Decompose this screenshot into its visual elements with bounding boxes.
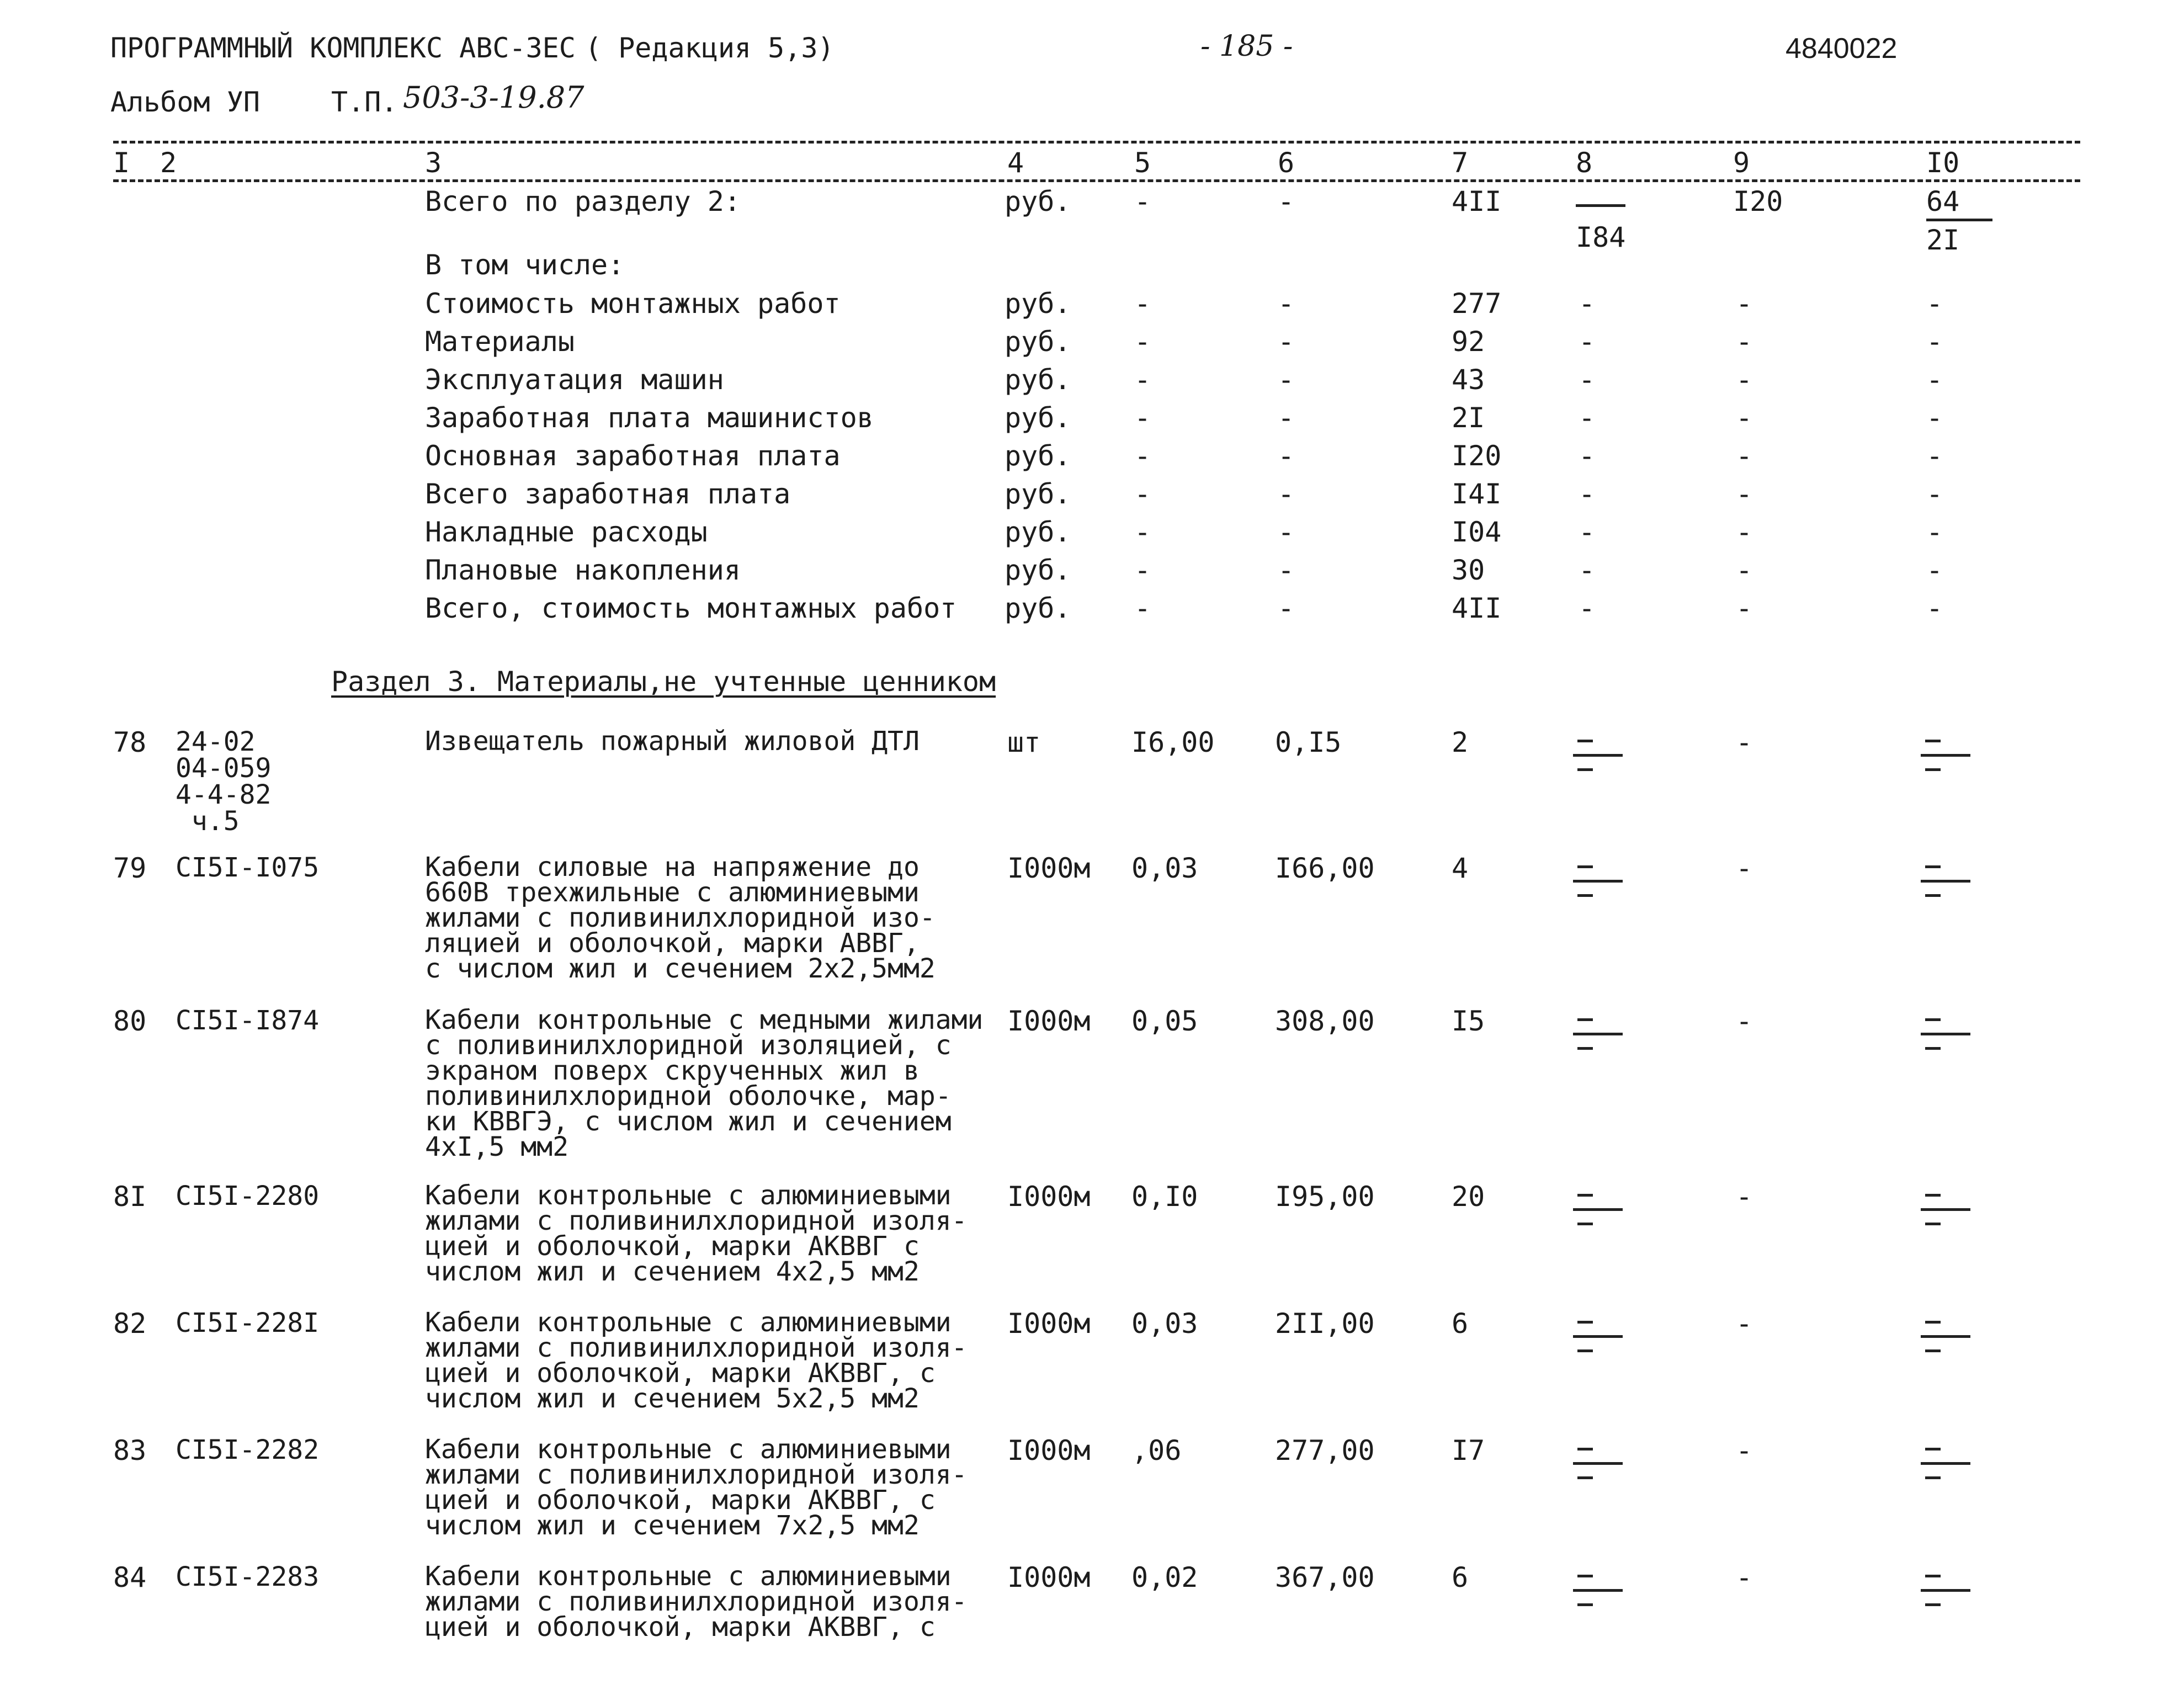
summary-c7: 4II xyxy=(1452,592,1502,624)
item-price: I66,00 xyxy=(1275,852,1375,884)
item-code: CI5I-2280 xyxy=(176,1181,320,1212)
summary-c9: - xyxy=(1736,440,1753,472)
summary-c10: - xyxy=(1926,478,1943,510)
summary-c10: - xyxy=(1926,440,1943,472)
summary-label: Стоимость монтажных работ xyxy=(425,288,841,320)
item-number: 83 xyxy=(113,1434,147,1466)
item-number: 8I xyxy=(113,1181,147,1213)
item-c10-fraction xyxy=(1921,1448,1965,1481)
item-total: 6 xyxy=(1452,1561,1469,1593)
summary-c9: - xyxy=(1736,326,1753,358)
summary-c7: 2I xyxy=(1452,402,1485,434)
summary-c10: - xyxy=(1926,402,1943,434)
item-total: 20 xyxy=(1452,1181,1485,1213)
summary-c6: - xyxy=(1278,288,1295,320)
section3-title: Раздел 3. Материалы,не учтенные ценником xyxy=(331,666,996,698)
summary-c6: - xyxy=(1278,592,1295,624)
column-header: 2 xyxy=(160,147,177,179)
summary-label: Эксплуатация машин xyxy=(425,364,724,396)
section2-total-unit: руб. xyxy=(1005,185,1071,217)
item-c10-fraction xyxy=(1921,740,1965,773)
item-quantity: 0,I0 xyxy=(1131,1181,1198,1213)
summary-c5: - xyxy=(1134,440,1151,472)
item-quantity: 0,02 xyxy=(1131,1561,1198,1593)
item-c8-fraction xyxy=(1573,740,1617,773)
summary-unit: руб. xyxy=(1005,554,1071,586)
item-c9: - xyxy=(1736,1561,1753,1593)
item-price: 0,I5 xyxy=(1275,726,1342,758)
summary-unit: руб. xyxy=(1005,402,1071,434)
item-number: 80 xyxy=(113,1005,147,1037)
summary-c8: - xyxy=(1579,592,1596,624)
summary-c5: - xyxy=(1134,478,1151,510)
item-price: I95,00 xyxy=(1275,1181,1375,1213)
item-description: Кабели контрольные с алюминиевыми жилами с поливинилхлоридной изоля- цией и оболочкой, марки АКВВГ, с числом жил и сечением 7х2,5 мм2 xyxy=(425,1434,968,1541)
summary-c8: - xyxy=(1579,364,1596,396)
summary-label: Всего, стоимость монтажных работ xyxy=(425,592,957,624)
item-c8-fraction xyxy=(1573,1575,1617,1608)
summary-c8: - xyxy=(1579,516,1596,548)
column-header: 7 xyxy=(1452,147,1469,179)
summary-c8: - xyxy=(1579,402,1596,434)
item-unit: I000м xyxy=(1007,1181,1091,1213)
summary-c10: - xyxy=(1926,364,1943,396)
column-header: I xyxy=(113,147,130,179)
summary-c9: - xyxy=(1736,516,1753,548)
summary-unit: руб. xyxy=(1005,592,1071,624)
item-description: Кабели контрольные с алюминиевыми жилами с поливинилхлоридной изоля- цией и оболочкой, марки АКВВГ с числом жил и сечением 4х2,5 мм2 xyxy=(425,1180,968,1287)
item-number: 82 xyxy=(113,1308,147,1340)
item-price: 2II,00 xyxy=(1275,1308,1375,1340)
summary-c6: - xyxy=(1278,364,1295,396)
column-header: 6 xyxy=(1278,147,1295,179)
summary-c5: - xyxy=(1134,516,1151,548)
item-total: I5 xyxy=(1452,1005,1485,1037)
summary-c8: - xyxy=(1579,326,1596,358)
summary-c7: I20 xyxy=(1452,440,1502,472)
item-description: Кабели силовые на напряжение до 660В трехжильные с алюминиевыми жилами с поливинилхлоридной изо- ляцией и оболочкой, марки АВВГ, с числом жил и сечением 2х2,5мм2 xyxy=(425,852,936,984)
summary-label: Основная заработная плата xyxy=(425,440,841,472)
summary-c10: - xyxy=(1926,554,1943,586)
summary-c6: - xyxy=(1278,440,1295,472)
section2-total-c8-bar xyxy=(1576,204,1625,207)
item-number: 79 xyxy=(113,852,147,884)
column-header: 4 xyxy=(1007,147,1024,179)
summary-c9: - xyxy=(1736,592,1753,624)
summary-c7: I4I xyxy=(1452,478,1502,510)
album-label: Альбом УП xyxy=(110,86,260,118)
item-total: 6 xyxy=(1452,1308,1469,1340)
program-title: ПРОГРАММНЫЙ КОМПЛЕКС АВС-3ЕС xyxy=(110,32,576,64)
item-c8-fraction xyxy=(1573,1321,1617,1354)
summary-c9: - xyxy=(1736,364,1753,396)
summary-c9: - xyxy=(1736,554,1753,586)
document-number: 4840022 xyxy=(1786,33,1898,65)
item-c9: - xyxy=(1736,1181,1753,1213)
summary-c6: - xyxy=(1278,478,1295,510)
summary-c7: 277 xyxy=(1452,288,1502,320)
column-header: 8 xyxy=(1576,147,1593,179)
item-quantity: 0,03 xyxy=(1131,852,1198,884)
item-quantity: 0,05 xyxy=(1131,1005,1198,1037)
edition-label: ( Редакция 5,3) xyxy=(585,32,835,64)
item-code: CI5I-I075 xyxy=(176,852,320,883)
item-description: Извещатель пожарный жиловой ДТЛ xyxy=(425,726,920,757)
summary-unit: руб. xyxy=(1005,288,1071,320)
item-code: 24-02 04-059 4-4-82 ч.5 xyxy=(176,726,272,837)
item-unit: I000м xyxy=(1007,1005,1091,1037)
section2-total-c7: 4II xyxy=(1452,185,1502,217)
item-price: 277,00 xyxy=(1275,1434,1375,1466)
summary-c5: - xyxy=(1134,326,1151,358)
item-quantity: ,06 xyxy=(1131,1434,1182,1466)
item-unit: шт xyxy=(1007,726,1041,758)
including-label: В том числе: xyxy=(425,249,625,281)
summary-label: Всего заработная плата xyxy=(425,478,791,510)
summary-c10: - xyxy=(1926,288,1943,320)
column-header: 9 xyxy=(1733,147,1750,179)
item-c10-fraction xyxy=(1921,1575,1965,1608)
item-c9: - xyxy=(1736,1005,1753,1037)
summary-c5: - xyxy=(1134,554,1151,586)
summary-c8: - xyxy=(1579,554,1596,586)
summary-c10: - xyxy=(1926,326,1943,358)
item-c8-fraction xyxy=(1573,1448,1617,1481)
column-header: 3 xyxy=(425,147,442,179)
summary-c5: - xyxy=(1134,592,1151,624)
summary-c7: I04 xyxy=(1452,516,1502,548)
item-unit: I000м xyxy=(1007,852,1091,884)
summary-c10: - xyxy=(1926,592,1943,624)
item-unit: I000м xyxy=(1007,1561,1091,1593)
section2-total-c10-top: 64 xyxy=(1926,188,1992,221)
item-total: I7 xyxy=(1452,1434,1485,1466)
item-c10-fraction xyxy=(1921,1018,1965,1051)
summary-c10: - xyxy=(1926,516,1943,548)
summary-c7: 43 xyxy=(1452,364,1485,396)
item-code: CI5I-I874 xyxy=(176,1005,320,1036)
summary-c6: - xyxy=(1278,402,1295,434)
summary-c8: - xyxy=(1579,440,1596,472)
summary-c9: - xyxy=(1736,288,1753,320)
item-c9: - xyxy=(1736,852,1753,884)
item-number: 78 xyxy=(113,726,147,758)
summary-c9: - xyxy=(1736,478,1753,510)
item-unit: I000м xyxy=(1007,1434,1091,1466)
item-total: 2 xyxy=(1452,726,1469,758)
column-header: I0 xyxy=(1926,147,1960,179)
item-number: 84 xyxy=(113,1561,147,1593)
section2-total-label: Всего по разделу 2: xyxy=(425,185,741,217)
item-code: CI5I-2283 xyxy=(176,1561,320,1592)
summary-c6: - xyxy=(1278,554,1295,586)
header-rule-bottom xyxy=(113,179,2080,182)
summary-label: Плановые накопления xyxy=(425,554,741,586)
item-code: CI5I-228I xyxy=(176,1308,320,1338)
item-c10-fraction xyxy=(1921,1321,1965,1354)
tp-label: Т.П. xyxy=(331,86,398,118)
summary-unit: руб. xyxy=(1005,516,1071,548)
page-number: - 185 - xyxy=(1200,30,1293,63)
summary-label: Заработная плата машинистов xyxy=(425,402,874,434)
item-c9: - xyxy=(1736,1308,1753,1340)
section2-total-c5: - xyxy=(1134,185,1151,217)
item-price: 367,00 xyxy=(1275,1561,1375,1593)
summary-c5: - xyxy=(1134,364,1151,396)
item-quantity: I6,00 xyxy=(1131,726,1215,758)
summary-label: Материалы xyxy=(425,326,575,358)
summary-unit: руб. xyxy=(1005,440,1071,472)
item-c10-fraction xyxy=(1921,1194,1965,1227)
item-c8-fraction xyxy=(1573,1018,1617,1051)
summary-c8: - xyxy=(1579,288,1596,320)
item-description: Кабели контрольные с медными жилами с поливинилхлоридной изоляцией, с экраном поверх скрученных жил в поливинилхлоридной оболочке, мар- ки КВВГЭ, с числом жил и сечением 4хI,5 мм2 xyxy=(425,1005,984,1162)
item-unit: I000м xyxy=(1007,1308,1091,1340)
summary-c7: 30 xyxy=(1452,554,1485,586)
summary-c7: 92 xyxy=(1452,326,1485,358)
item-price: 308,00 xyxy=(1275,1005,1375,1037)
item-c8-fraction xyxy=(1573,1194,1617,1227)
item-quantity: 0,03 xyxy=(1131,1308,1198,1340)
item-description: Кабели контрольные с алюминиевыми жилами с поливинилхлоридной изоля- цией и оболочкой, марки АКВВГ, с числом жил и сечением 5х2,5 мм2 xyxy=(425,1307,968,1414)
summary-c9: - xyxy=(1736,402,1753,434)
summary-c5: - xyxy=(1134,402,1151,434)
item-total: 4 xyxy=(1452,852,1469,884)
item-description: Кабели контрольные с алюминиевыми жилами с поливинилхлоридной изоля- цией и оболочкой, марки АКВВГ, с xyxy=(425,1561,968,1643)
summary-c6: - xyxy=(1278,326,1295,358)
tp-number: 503-3-19.87 xyxy=(403,80,584,115)
column-header: 5 xyxy=(1134,147,1151,179)
summary-unit: руб. xyxy=(1005,364,1071,396)
summary-c5: - xyxy=(1134,288,1151,320)
summary-unit: руб. xyxy=(1005,478,1071,510)
section2-total-c6: - xyxy=(1278,185,1295,217)
section2-total-c10-bottom: 2I xyxy=(1926,224,1960,256)
section2-total-c9: I20 xyxy=(1733,185,1783,217)
header-rule-top xyxy=(113,141,2080,144)
summary-label: Накладные расходы xyxy=(425,516,708,548)
section2-total-c8-bottom: I84 xyxy=(1576,221,1626,253)
item-c8-fraction xyxy=(1573,865,1617,899)
item-code: CI5I-2282 xyxy=(176,1434,320,1465)
item-c10-fraction xyxy=(1921,865,1965,899)
item-c9: - xyxy=(1736,726,1753,758)
summary-unit: руб. xyxy=(1005,326,1071,358)
summary-c8: - xyxy=(1579,478,1596,510)
item-c9: - xyxy=(1736,1434,1753,1466)
summary-c6: - xyxy=(1278,516,1295,548)
